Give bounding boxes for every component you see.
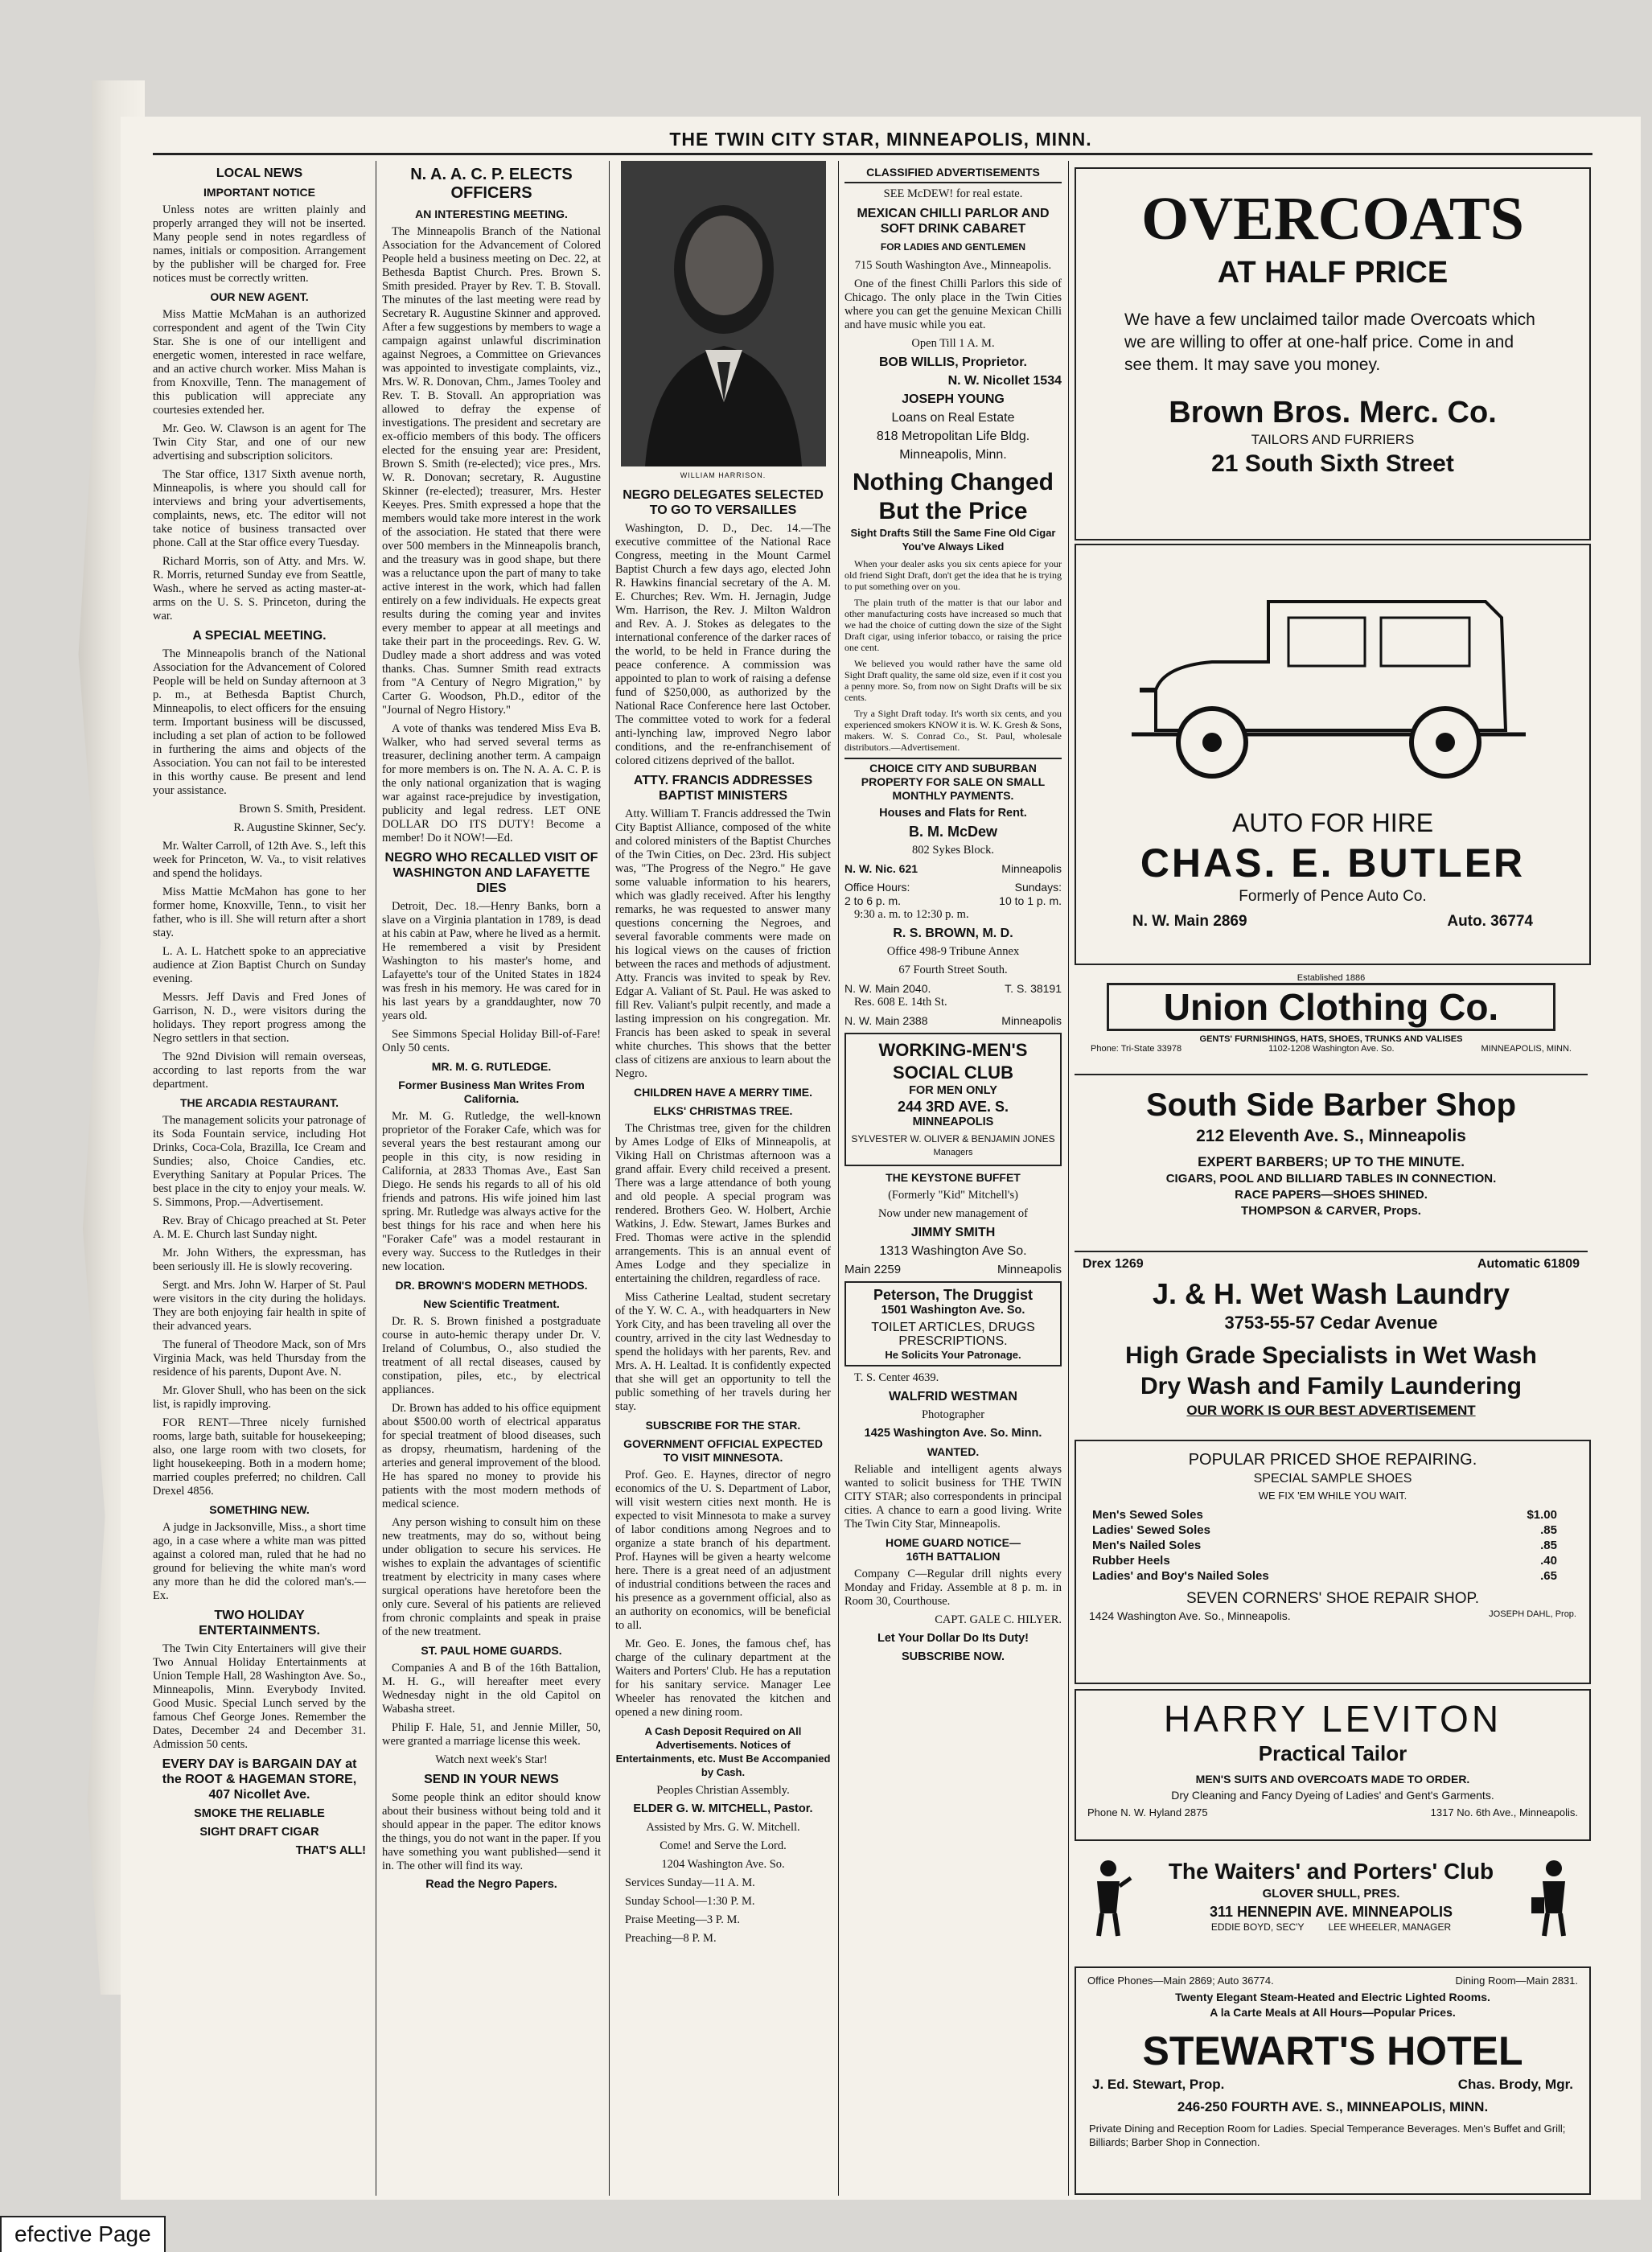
ad-text: TOILET ARTICLES, DRUGS xyxy=(871,1321,1035,1334)
ad-text: WE FIX 'EM WHILE YOU WAIT. xyxy=(1258,1490,1407,1502)
article-text: Atty. William T. Francis addressed the Twin City Baptist Alliance, composed of the white and colored ministers of the Baptist Churches of the Twin Cities, on Dec. 23rd. His subject was, "The Progress of the Negro." He gave some valuable information to his hearers, which was gladly received. After his lengthy remarks, he was requested to answer many questions concerning the Negroes, and several favorable comments were made on his logical views on the causes of friction between the races and methods of adjustment. Atty. Francis was invited to speak by Rev. Edgar A. Valiant of St. Paul. He was asked to fill Rev. Valiant's pulpit recently, and made a lasting impression on his congregation. Mr. Francis has been asked to speak in several white churches. This shows that the better class of citizens are anxious to learn about the Negro. xyxy=(615,808,831,1080)
ad-text: Managers xyxy=(933,1148,973,1157)
article-text: See Simmons Special Holiday Bill-of-Fare! Only 50 cents. xyxy=(382,1028,601,1054)
ad-harry-leviton xyxy=(1075,1689,1591,1841)
ad-text: We have a few unclaimed tailor made Overcoats which we are willing to offer at one-half price. Come in and see them. It may save you money. xyxy=(1124,310,1535,374)
ad-row xyxy=(1075,1921,1588,1933)
ad-text: B. M. McDew xyxy=(908,824,997,840)
ad-text: Main 2259 xyxy=(844,1263,902,1276)
ad-text: SPECIAL SAMPLE SHOES xyxy=(1253,1472,1412,1486)
ad-text: Loans on Real Estate xyxy=(891,411,1015,425)
ad-title: STEWART'S HOTEL xyxy=(1142,2028,1523,2073)
ad-barber-shop xyxy=(1075,1074,1588,1244)
ad-text: EDDIE BOYD, SEC'Y xyxy=(1210,1921,1305,1933)
ad-text: GENTS' FURNISHINGS, HATS, SHOES, TRUNKS AND VALISES xyxy=(1199,1034,1463,1044)
ad-working-mens-club xyxy=(844,1033,1062,1166)
church-notice: Praise Meeting—3 P. M. xyxy=(625,1913,740,1926)
article-text: Companies A and B of the 16th Battalion, M. H. G., will hereafter meet every Wednesday night in the old Capitol on Wabasha street. xyxy=(382,1662,601,1716)
ad-text: N. W. Nic. 621 xyxy=(844,862,918,875)
ad-row xyxy=(1089,1609,1576,1622)
advertisement: THAT'S ALL! xyxy=(295,1844,366,1857)
ad-text: JOSEPH DAHL, Prop. xyxy=(1489,1609,1576,1619)
ad-text: 244 3RD AVE. S. xyxy=(897,1099,1009,1115)
ad-text: Open Till 1 A. M. xyxy=(911,337,995,350)
ad-text: T. S. 38191 xyxy=(1005,982,1062,995)
ad-text: N. W. Main 2388 xyxy=(844,1014,928,1027)
ad-text: EXPERT BARBERS; UP TO THE MINUTE. xyxy=(1198,1154,1465,1169)
ad-wet-wash-laundry xyxy=(1075,1251,1588,1429)
notice: Let Your Dollar Do Its Duty! xyxy=(877,1632,1029,1645)
ad-text: Private Dining and Reception Room for Ladies. Special Temperance Beverages. Men's Buffet and Grill; Billiards; Barber Shop in Connection. xyxy=(1089,2123,1566,2148)
ad-title: J. & H. Wet Wash Laundry xyxy=(1152,1277,1510,1310)
ad-text: 715 South Washington Ave., Minneapolis. xyxy=(854,259,1052,272)
ad-text: Try a Sight Draft today. It's worth six cents, and you experienced smokers KNOW it is. W. K. Gresh & Sons, makers. W. S. Conrad Co., St. Paul, wholesale distributors.—Advertisement. xyxy=(844,708,1062,753)
ad-overcoats xyxy=(1075,167,1591,540)
headline: SEND IN YOUR NEWS xyxy=(424,1773,559,1786)
article-text: A vote of thanks was tendered Miss Eva B. Walker, who had served several terms as treasurer, declining another term. A campaign for more members is on. The N. A. A. C. P. is the only national organization that is waging war against race-prejudice by investigation, publicity and legal redress. LET ONE DOLLAR DO ITS DUTY! Become a member! Do it NOW!—Ed. xyxy=(382,722,601,844)
ad-text: When your dealer asks you six cents apiece for your old friend Sight Draft, don't get the idea that he is trying to put something over on you. xyxy=(844,558,1062,592)
price-item: Ladies' and Boy's Nailed Soles xyxy=(1092,1569,1269,1583)
porter-icon xyxy=(1530,1857,1578,1938)
price-row xyxy=(1092,1538,1557,1553)
notice: A Cash Deposit Required on All Advertisements. Notices of Entertainments, etc. Must Be Accompanied by Cash. xyxy=(615,1725,831,1778)
ad-row xyxy=(1087,1975,1578,1987)
ad-text: JIMMY SMITH xyxy=(910,1226,996,1239)
ad-text: Minneapolis, Minn. xyxy=(899,448,1007,462)
ad-text: 1424 Washington Ave. So., Minneapolis. xyxy=(1089,1609,1291,1622)
signature: CAPT. GALE C. HILYER. xyxy=(935,1613,1062,1626)
ad-text: PRESCRIPTIONS. xyxy=(898,1334,1008,1348)
ad-text: Houses and Flats for Rent. xyxy=(879,807,1027,820)
subheadline: AN INTERESTING MEETING. xyxy=(415,208,568,220)
signature: Brown S. Smith, President. xyxy=(239,803,366,816)
ad-text: 9:30 a. m. to 12:30 p. m. xyxy=(854,908,969,921)
headline: SUBSCRIBE FOR THE STAR. xyxy=(645,1419,801,1432)
photo-caption: WILLIAM HARRISON. xyxy=(680,471,766,479)
ad-text: THOMPSON & CARVER, Props. xyxy=(1241,1204,1421,1218)
notice: Read the Negro Papers. xyxy=(425,1878,557,1891)
ad-text: 21 South Sixth Street xyxy=(1211,450,1454,477)
price-row xyxy=(1092,1553,1557,1568)
article-text: Mr. M. G. Rutledge, the well-known proprietor of the Foraker Cafe, which was for several years the best restaurant among our people in this city, is now residing in California, at 2833 Thomas Ave., East San Diego. He sends his regards to all of his old friends and patrons. His wife joined him last spring. Mr. Rutledge was always active for the best things for his race and when here his "Foraker Cafe" was a model restaurant in every way. Success to the Rutledges in their new location. xyxy=(382,1110,601,1273)
ad-text: Office 498-9 Tribune Annex xyxy=(886,945,1020,958)
column-rule xyxy=(1068,161,1069,2196)
ad-title: The Waiters' and Porters' Club xyxy=(1168,1859,1494,1884)
headline: NEGRO DELEGATES SELECTED TO GO TO VERSAILLES xyxy=(623,488,824,517)
article-text: A judge in Jacksonville, Miss., a short time ago, in a case where a white man was pitted against a colored man, ruled that he had no ground for believing the white man's word any more than he did the colored man's.—Ex. xyxy=(153,1521,366,1602)
ad-text: JOSEPH YOUNG xyxy=(902,392,1005,406)
ad-text: RACE PAPERS—SHOES SHINED. xyxy=(1235,1188,1428,1202)
masthead: THE TWIN CITY STAR, MINNEAPOLIS, MINN. xyxy=(669,129,1092,150)
article-text: Some people think an editor should know about their business without being told and it should appear in the paper. The editor knows the things, you do not want in the paper. If you have something you want published—send it in. The other will find its way. xyxy=(382,1791,601,1872)
ad-text: TAILORS AND FURRIERS xyxy=(1251,432,1415,447)
article-text: Mr. Geo. W. Clawson is an agent for The Twin City Star, and one of our new advertising and subscription solicitors. xyxy=(153,422,366,462)
ad-title: THE KEYSTONE BUFFET xyxy=(886,1171,1021,1184)
ad-text: J. Ed. Stewart, Prop. xyxy=(1092,2077,1225,2092)
article-text: Richard Morris, son of Atty. and Mrs. W. R. Morris, returned Sunday eve from Seattle, Wash., where he served as acting master-at-arms on the U. S. S. Princeton, during the war. xyxy=(153,555,366,623)
ad-text: Sight Drafts Still the Same Fine Old Cigar You've Always Liked xyxy=(850,527,1056,553)
ad-text: He Solicits Your Patronage. xyxy=(885,1349,1021,1361)
ad-text: CIGARS, POOL AND BILLIARD TABLES IN CONNECTION. xyxy=(1165,1172,1497,1186)
ad-row xyxy=(1083,1257,1580,1272)
price-value: .85 xyxy=(1540,1539,1557,1552)
ad-text: Phone N. W. Hyland 2875 xyxy=(1087,1806,1208,1818)
price-value: .40 xyxy=(1540,1554,1557,1568)
section-title: CLASSIFIED ADVERTISEMENTS xyxy=(844,166,1062,183)
article-text: Rev. Bray of Chicago preached at St. Peter A. M. E. Church last Sunday night. xyxy=(153,1214,366,1241)
ad-text: Twenty Elegant Steam-Heated and Electric Lighted Rooms. xyxy=(1175,1991,1490,2003)
article-text: Prof. Geo. E. Haynes, director of negro economics of the U. S. Department of Labor, will visit western cities next month. He is expected to visit Minnesota to make a survey of labor conditions among Negroes and to organize a state branch of his department. Prof. Haynes will be given a hearty welcome here. There is a great need of an adjustment of industrial conditions between the races and his presence as a government official, also as an authority on economics, will be beneficial to all. xyxy=(615,1469,831,1632)
ad-text: Minneapolis xyxy=(1001,1014,1062,1027)
headline: ATTY. FRANCIS ADDRESSES BAPTIST MINISTERS xyxy=(633,774,813,803)
ad-text: Office Phones—Main 2869; Auto 36774. xyxy=(1087,1975,1274,1987)
ad-peterson-druggist xyxy=(844,1281,1062,1366)
ad-text: Phone: Tri-State 33978 xyxy=(1091,1044,1182,1054)
waiter-icon xyxy=(1084,1857,1132,1938)
subheadline: Former Business Man Writes From California. xyxy=(398,1079,585,1105)
headline: SOMETHING NEW. xyxy=(209,1503,310,1516)
headline: N. A. A. C. P. ELECTS OFFICERS xyxy=(410,166,573,202)
article-text: Mr. Geo. E. Jones, the famous chef, has charge of the culinary department at the Waiters and Porters' Club. He has a reputation for his sanitary service. Manager Lee Wheeler has renovated the kitchen and opened a new dining room. xyxy=(615,1638,831,1719)
article-text: The funeral of Theodore Mack, son of Mrs Virginia Mack, was held Thursday from the residence of his parents, Dupont Ave. N. xyxy=(153,1338,366,1379)
ad-title: HARRY LEVITON xyxy=(1163,1698,1502,1740)
ad-text: We believed you would rather have the same old Sight Draft quality, the same old size, even if it cost you a penny more. So, from now on Sight Drafts will be six cents. xyxy=(844,658,1062,703)
ad-title: WORKING-MEN'S xyxy=(878,1040,1028,1060)
ad-text: One of the finest Chilli Parlors this side of Chicago. The only place in the Twin Cities where you can get the genuine Mexican Chilli and have music while you eat. xyxy=(844,277,1062,331)
ad-row xyxy=(844,1014,1062,1028)
headline: TWO HOLIDAY ENTERTAINMENTS. xyxy=(199,1609,320,1638)
article-text: Any person wishing to consult him on these new treatments, may do so, without being under obligation to secure his services. He wishes to explain the advantages of scientific treatment by electricity in many cases where surgical operations have heretofore been the only cure. Several of his patients are relieved from chronic complaints and speak in praise of the new treatment. xyxy=(382,1516,601,1638)
column-rule xyxy=(838,161,839,2196)
ad-text: N. W. Main 2869 xyxy=(1132,913,1247,930)
subheadline: New Scientific Treatment. xyxy=(423,1297,560,1310)
advertisement: EVERY DAY is BARGAIN DAY at the ROOT & HAGEMAN STORE, 407 Nicollet Ave. xyxy=(162,1757,357,1802)
headline: ST. PAUL HOME GUARDS. xyxy=(421,1644,562,1657)
headline: THE ARCADIA RESTAURANT. xyxy=(179,1096,339,1109)
ad-title: OVERCOATS xyxy=(1141,185,1524,253)
ad-text: 10 to 1 p. m. xyxy=(999,894,1062,907)
ad-text: SYLVESTER W. OLIVER & BENJAMIN JONES xyxy=(851,1133,1055,1144)
article-text: Mr. Walter Carroll, of 12th Ave. S., left this week for Princeton, W. Va., to visit relatives and spend the holidays. xyxy=(153,840,366,880)
headline: WANTED. xyxy=(927,1445,980,1458)
ad-title: AUTO FOR HIRE xyxy=(1231,808,1434,837)
ad-text: N. W. Main 2040. xyxy=(844,982,931,995)
ad-text: WALFRID WESTMAN xyxy=(889,1390,1017,1403)
headline: MR. M. G. RUTLEDGE. xyxy=(431,1060,552,1073)
ad-text: Formerly of Pence Auto Co. xyxy=(1239,888,1427,905)
ad-text: Now under new management of xyxy=(877,1207,1029,1220)
price-value: .65 xyxy=(1540,1569,1557,1583)
article-text: Miss Mattie McMahon has gone to her former home, Knoxville, Tenn., to visit her father, who is ill. She will return after a short stay. xyxy=(153,886,366,939)
headline: A SPECIAL MEETING. xyxy=(192,629,327,643)
price-item: Men's Sewed Soles xyxy=(1092,1508,1203,1522)
column-rule xyxy=(609,161,610,2196)
column-delegates xyxy=(615,161,831,2212)
price-value: $1.00 xyxy=(1527,1508,1557,1522)
ad-text: 3753-55-57 Cedar Avenue xyxy=(1224,1313,1438,1333)
ad-text: Minneapolis xyxy=(997,1263,1062,1276)
portrait-photo xyxy=(621,161,826,466)
article-text: Dr. Brown has added to his office equipment about $500.00 worth of electrical apparatus for special treatment of blood diseases, such as dropsy, rheumatism, hardening of the arteries and general improvement of the blood. He has spared no money to provide his patients with the most modern methods of medical science. xyxy=(382,1402,601,1510)
ad-text: MINNEAPOLIS xyxy=(912,1116,994,1128)
price-item: Ladies' Sewed Soles xyxy=(1092,1523,1210,1537)
ad-text: Sundays: xyxy=(1014,881,1062,894)
article-text: The Star office, 1317 Sixth avenue north, Minneapolis, is where you should call for interviews and bring your advertisements, complaints, news, etc. The editor will not take notice of business transacted over phone. Call at the Star office every Tuesday. xyxy=(153,468,366,549)
column-classified xyxy=(844,161,1062,2212)
ad-text: Dining Room—Main 2831. xyxy=(1455,1975,1578,1987)
ad-row xyxy=(844,881,1062,894)
ad-text: Brown Bros. Merc. Co. xyxy=(1169,396,1497,429)
ad-row xyxy=(844,894,1062,908)
ad-title: Nothing Changed xyxy=(853,469,1054,495)
ad-title: South Side Barber Shop xyxy=(1145,1087,1517,1123)
ad-text: Office Hours: xyxy=(844,881,910,894)
article-text: Messrs. Jeff Davis and Fred Jones of Garrison, N. D., were visitors during the holidays. They report progress among the Negro settlers in that section. xyxy=(153,991,366,1045)
ad-text: 67 Fourth Street South. xyxy=(898,964,1008,976)
ad-text: (Formerly "Kid" Mitchell's) xyxy=(888,1189,1018,1202)
article-text: The Twin City Entertainers will give their Two Annual Holiday Entertainments at Union Temple Hall, 28 Washington Ave. So., Minneapolis, Minn. Everybody Invited. Good Music. Special Lunch served by the famous Chef George Jones. Remember the Dates, December 24 and December 31. Admission 50 cents. xyxy=(153,1642,366,1751)
price-value: .85 xyxy=(1540,1523,1557,1537)
notice: Watch next week's Star! xyxy=(435,1753,548,1766)
church-notice: ELDER G. W. MITCHELL, Pastor. xyxy=(633,1802,813,1815)
headline: 16TH BATTALION xyxy=(906,1550,1001,1563)
advertisement: SIGHT DRAFT CIGAR xyxy=(199,1826,319,1839)
headline: ELKS' CHRISTMAS TREE. xyxy=(653,1104,793,1117)
section-title: LOCAL NEWS xyxy=(216,166,303,180)
price-row xyxy=(1092,1523,1557,1538)
headline: OUR NEW AGENT. xyxy=(210,290,309,303)
ad-text: 246-250 FOURTH AVE. S., MINNEAPOLIS, MINN. xyxy=(1177,2099,1489,2114)
ad-text: Drex 1269 xyxy=(1083,1257,1144,1271)
price-row xyxy=(1092,1568,1557,1584)
article-text: Mr. John Withers, the expressman, has been seriously ill. He is slowly recovering. xyxy=(153,1247,366,1273)
ad-text: GLOVER SHULL, PRES. xyxy=(1262,1887,1400,1901)
column-naacp xyxy=(382,161,601,2212)
article-text: Unless notes are written plainly and properly arranged they will not be inserted. Many people send in notes regardless of names, initials or composition. Arrangement by the publisher will be charged for. Free notices must be correctly written. xyxy=(153,203,366,285)
ad-row xyxy=(1132,913,1533,931)
ad-text: Reliable and intelligent agents always wanted to solicit business for THE TWIN CITY STAR; also correspondents in principal cities. A chance to earn a good living. Write The Twin City Star, Minneapolis. xyxy=(844,1463,1062,1531)
ad-title: Peterson, The Druggist xyxy=(873,1287,1034,1303)
headline: HOME GUARD NOTICE— xyxy=(886,1536,1021,1549)
ad-text: FOR LADIES AND GENTLEMEN xyxy=(880,241,1026,253)
ad-text: 818 Metropolitan Life Bldg. xyxy=(876,429,1030,443)
ad-title: SOCIAL CLUB xyxy=(893,1062,1013,1083)
ad-text: LEE WHEELER, MANAGER xyxy=(1328,1921,1452,1933)
church-notice: Assisted by Mrs. G. W. Mitchell. xyxy=(646,1821,800,1834)
article-text: The Minneapolis branch of the National Association for the Advancement of Colored People will be held on Sunday afternoon at 3 p. m., at Bethesda Baptist Church, Minneapolis, to elect officers for the ensuing term. Important business will be discussed, including a set plan of action to be followed in furthering the aims and objects of the Association. You can not fail to be interested in this worthy cause. Be present and lend your assistance. xyxy=(153,647,366,797)
article-text: Sergt. and Mrs. John W. Harper of St. Paul were visitors in the city during the holidays. They are both enjoying fair health in spite of their advanced years. xyxy=(153,1279,366,1333)
church-notice: Services Sunday—11 A. M. xyxy=(625,1876,755,1889)
article-text: Mr. Glover Shull, who has been on the sick list, is rapidly improving. xyxy=(153,1384,366,1411)
headline: CHILDREN HAVE A MERRY TIME. xyxy=(634,1086,812,1099)
ad-text: T. S. Center 4639. xyxy=(854,1371,939,1384)
article-text: The 92nd Division will remain overseas, according to last reports from the war department. xyxy=(153,1050,366,1091)
ad-row xyxy=(1092,2077,1573,2093)
headline: NEGRO WHO RECALLED VISIT OF WASHINGTON AND LAFAYETTE DIES xyxy=(384,851,598,895)
ad-text: 1313 Washington Ave So. xyxy=(879,1244,1027,1258)
ad-text: The plain truth of the matter is that our labor and other manufacturing costs have increased so much that we had the choice of cutting down the size of the Sight Draft cigar, using inferior tobacco, or raising the price one cent. xyxy=(844,597,1062,653)
ad-title: POPULAR PRICED SHOE REPAIRING. xyxy=(1188,1451,1477,1469)
ad-text: Res. 608 E. 14th St. xyxy=(854,996,947,1009)
ad-title: Practical Tailor xyxy=(1258,1741,1407,1765)
article-text: Miss Catherine Lealtad, student secretary of the Y. W. C. A., with headquarters in New York City, and has been traveling all over the country, arrived in the city last Wednesday to spend the holidays with her parents, Rev. and Mrs. A. H. Lealtad. It is confidently expected that she will get an opportunity to tell the public something of her travels during her stay. xyxy=(615,1291,831,1413)
ad-row xyxy=(1091,1044,1572,1054)
ad-text: N. W. Nicollet 1534 xyxy=(947,374,1062,388)
ad-text: High Grade Specialists in Wet Wash xyxy=(1125,1342,1537,1369)
ad-row xyxy=(844,862,1062,876)
ad-text: 1425 Washington Ave. So. Minn. xyxy=(864,1427,1042,1440)
advertisement: SMOKE THE RELIABLE xyxy=(194,1807,325,1820)
price-list xyxy=(1092,1507,1557,1584)
column-local-news xyxy=(153,161,366,2212)
article-text: The Christmas tree, given for the children by Ames Lodge of Elks of Minneapolis, at Viking Hall on Christmas afternoon was a grand affair. Every child received a present. There was a large attendance of both young and old people. A special program was rendered. Brothers Geo. W. Holbert, Archie Watkins, J. Edw. Stewart, James Burkes and Fred. Thomas were active in the splendid arrangements. This is an annual event of Ames Lodge and they specialize in entertaining the children, regardless of race. xyxy=(615,1122,831,1285)
ad-title: CHAS. E. BUTLER xyxy=(1140,840,1526,886)
signature: R. Augustine Skinner, Sec'y. xyxy=(233,821,366,834)
church-notice: 1204 Washington Ave. So. xyxy=(661,1858,785,1871)
notice: SUBSCRIBE NOW. xyxy=(901,1650,1005,1663)
ad-text: A la Carte Meals at All Hours—Popular Prices. xyxy=(1210,2006,1456,2019)
ad-row xyxy=(844,982,1062,996)
ad-shoe-repair xyxy=(1075,1440,1591,1684)
ad-text: Established 1886 xyxy=(1297,973,1366,983)
ad-title: But the Price xyxy=(878,498,1028,524)
article-text: Company C—Regular drill nights every Monday and Friday. Assemble at 8 p. m. in Room 30, Courthouse. xyxy=(844,1568,1062,1608)
church-notice: Sunday School—1:30 P. M. xyxy=(625,1895,755,1908)
ad-text: 1501 Washington Ave. So. xyxy=(881,1304,1025,1317)
ad-text: 1317 No. 6th Ave., Minneapolis. xyxy=(1430,1806,1578,1818)
price-item: Rubber Heels xyxy=(1092,1554,1170,1568)
article-text: FOR RENT—Three nicely furnished rooms, large bath, suitable for housekeeping; also, one large room with two closets, for light housekeeping. Both in a modern home; married couples preferred; no children. Call Drexel 4856. xyxy=(153,1416,366,1498)
article-text: Philip F. Hale, 51, and Jennie Miller, 50, were granted a marriage license this week. xyxy=(382,1721,601,1748)
ad-text: 311 HENNEPIN AVE. MINNEAPOLIS xyxy=(1209,1904,1453,1920)
ad-text: Dry Cleaning and Fancy Dyeing of Ladies' and Gent's Garments. xyxy=(1171,1789,1494,1802)
article-text: Washington, D. D., Dec. 14.—The executive committee of the National Race Congress, meeting in the Mount Carmel Baptist Church a few days ago, elected John R. Hawkins financial secretary of the A. M. E. Churches; Rev. Wm. H. Jernagin, Judge Wm. Harrison, the Rev. J. Milton Waldron and Rev. A. J. Stokes as delegates to the international conference of the darker races of the world, to be held in France during the peace conference. A commission was appointed to plan to work of raising a defense fund of $250,000, as authorized by the National Race Conference here last October. The committee voted to work for a federal anti-lynching law, improved Negro labor conditions, and the re-enfranchisement of colored citizens deprived of the ballot. xyxy=(615,522,831,767)
ad-text: Chas. Brody, Mgr. xyxy=(1457,2077,1573,2092)
defective-page-label: efective Page xyxy=(0,2216,166,2252)
ad-text: 212 Eleventh Ave. S., Minneapolis xyxy=(1196,1127,1466,1145)
ad-union-clothing xyxy=(1075,973,1588,1062)
ad-text: MEN'S SUITS AND OVERCOATS MADE TO ORDER. xyxy=(1195,1773,1470,1786)
ad-stewarts-hotel xyxy=(1075,1966,1591,2195)
ad-text: 802 Sykes Block. xyxy=(912,844,994,857)
article-text: The management solicits your patronage of its Soda Fountain service, including Hot Drinks, Coca-Cola, Brazilla, Ice Cream and Sundies; also, Choice Candies, etc. Everything Sanitary at Popular Prices. The best place in the city to enjoy your meals. W. S. Simmons, Prop.—Advertisement. xyxy=(153,1114,366,1209)
article-text: Dr. R. S. Brown finished a postgraduate course in auto-hemic therapy under Dr. V. Ireland of Columbus, O., also studied the treatment of all rectal diseases, caused by constipation, piles, etc., by electrical appliances. xyxy=(382,1315,601,1396)
church-notice: Peoples Christian Assembly. xyxy=(656,1784,790,1797)
headline: IMPORTANT NOTICE xyxy=(203,186,315,199)
ad-text: OUR WORK IS OUR BEST ADVERTISEMENT xyxy=(1186,1403,1476,1418)
ad-auto-for-hire xyxy=(1075,544,1591,965)
church-notice: Come! and Serve the Lord. xyxy=(660,1839,787,1852)
headline: DR. BROWN'S MODERN METHODS. xyxy=(395,1279,588,1292)
classified-ad: SEE McDEW! for real estate. xyxy=(883,187,1023,200)
ad-text: R. S. BROWN, M. D. xyxy=(893,927,1013,940)
ad-text: Photographer xyxy=(921,1408,985,1421)
ad-waiters-porters-club xyxy=(1075,1846,1588,1958)
ad-title: Union Clothing Co. xyxy=(1107,983,1555,1031)
article-text: Detroit, Dec. 18.—Henry Banks, born a slave on a Virginia plantation in 1789, is dead at his cabin at Paw, where he lived as a hermit. He remembered a visit by President Washington to his master's home, and Lafayette's tour of the United States in 1824 was fresh in his memory. He was cared for in his last years by a granddaughter, now 70 years old. xyxy=(382,900,601,1022)
masthead-rule xyxy=(153,153,1592,155)
ad-row xyxy=(1087,1806,1578,1818)
ad-text: Dry Wash and Family Laundering xyxy=(1140,1373,1522,1399)
ad-title: MEXICAN CHILLI PARLOR AND SOFT DRINK CABARET xyxy=(857,207,1050,236)
price-item: Men's Nailed Soles xyxy=(1092,1539,1202,1552)
headline: GOVERNMENT OFFICIAL EXPECTED TO VISIT MINNESOTA. xyxy=(623,1437,823,1464)
ad-text: FOR MEN ONLY xyxy=(909,1084,997,1097)
ad-row xyxy=(844,1263,1062,1276)
car-illustration xyxy=(1107,569,1558,795)
price-row xyxy=(1092,1507,1557,1523)
ad-text: Automatic 61809 xyxy=(1477,1257,1580,1271)
ad-text: 1102-1208 Washington Ave. So. xyxy=(1268,1044,1395,1054)
ad-text: Auto. 36774 xyxy=(1447,913,1533,930)
ad-text: SEVEN CORNERS' SHOE REPAIR SHOP. xyxy=(1186,1590,1479,1607)
portrait-illustration xyxy=(621,161,826,466)
church-notice: Preaching—8 P. M. xyxy=(625,1932,717,1945)
article-text: Miss Mattie McMahan is an authorized correspondent and agent of the Twin City Star. She is one of our intelligent and energetic women, interested in race welfare, and an active church worker. Miss Mahan is from Knoxville, Tenn. The management of this publication will appreciate any courtesies extended her. xyxy=(153,308,366,417)
ad-title: CHOICE CITY AND SUBURBAN PROPERTY FOR SALE ON SMALL MONTHLY PAYMENTS. xyxy=(844,758,1062,803)
ad-text: BOB WILLIS, Proprietor. xyxy=(878,355,1027,369)
ad-text: 2 to 6 p. m. xyxy=(844,894,902,907)
ad-text: Minneapolis xyxy=(1001,862,1062,875)
ad-title: AT HALF PRICE xyxy=(1217,256,1449,290)
article-text: The Minneapolis Branch of the National Association for the Advancement of Colored People held a business meeting on Dec. 22, at Bethesda Baptist Church. Pres. Brown S. Smith presided. Prayer by Rev. T. B. Stovall. The minutes of the last meeting were read by Secretary R. Augustine Skinner and approved. After a few suggestions by members to wage a campaign against unlawful discrimination against Negroes, a Committee on Grievances was appointed to investigate complaints, viz., Mrs. W. R. Donovan, Chm., James Tooley and Rev. T. B. Stovall. An appropriation was allowed to defray the expense of investigations. The president and secretary are ex-officio members of this body. The officers elected for the ensuing year are: President, Brown S. Smith (re-elected); vice pres., Mrs. W. R. Donovan; secretary, R. Augustine Skinner (re-elected); treasurer, Mrs. Hester Keeyes. Pres. Smith expressed a hope that the members would take more interest in the work of the association. He stated that there were over 500 members in the Minneapolis branch, and the treasury was in good shape, but there was a reluctance upon the part of many to take active interest in the work, which had fallen entirely on a few individuals. He expects great results during the coming year and invites every member to appear at all meetings and take their part in the proceedings. Rev. G. W. Dudley made a short address and was voted thanks. Chas. Sumner Smith read extracts from "A Century of Negro Migration," by Carter G. Woodson, Ph.D., editor of the "Journal of Negro History." xyxy=(382,225,601,717)
article-text: L. A. L. Hatchett spoke to an appreciative audience at Zion Baptist Church on Sunday evening. xyxy=(153,945,366,985)
ad-text: MINNEAPOLIS, MINN. xyxy=(1481,1044,1572,1054)
